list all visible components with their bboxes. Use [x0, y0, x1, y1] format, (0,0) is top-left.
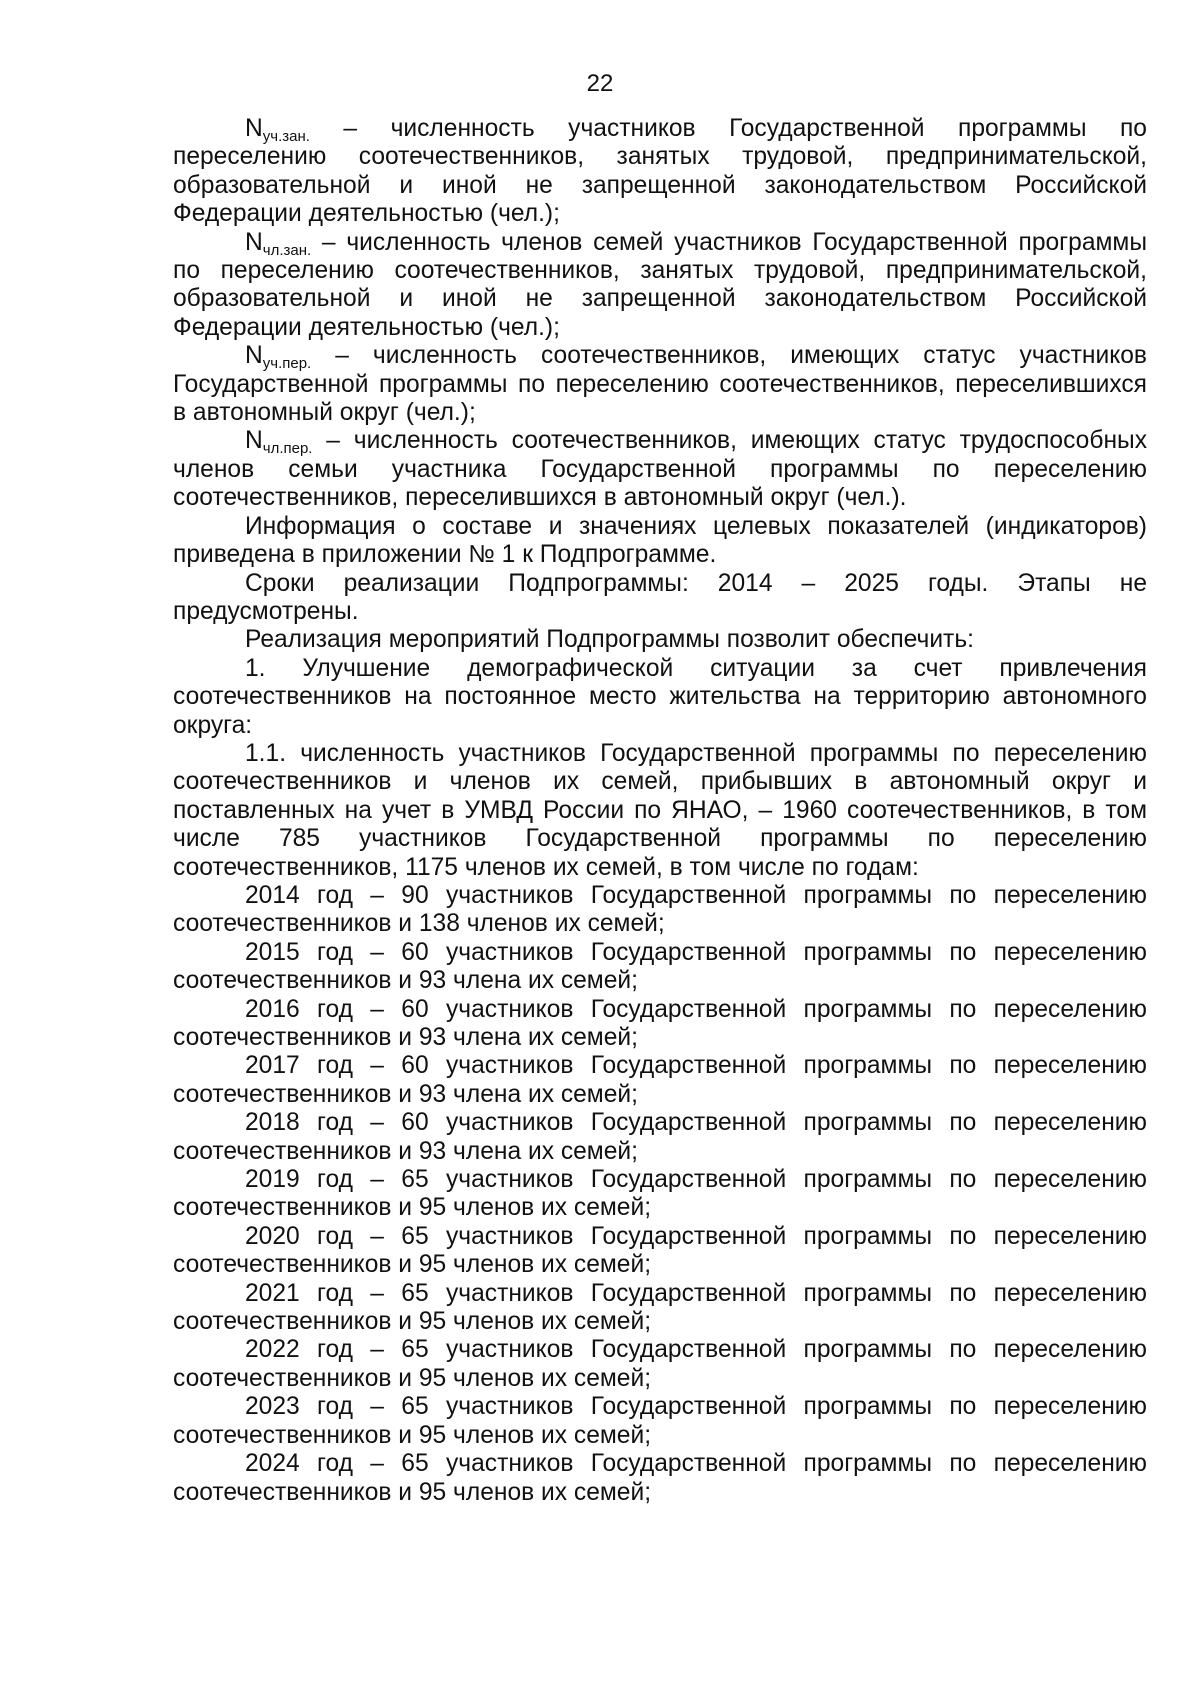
definition-text: – численность соотечественников, имеющих статус трудоспособных членов семьи участника Государственной программы по переселению соотечественников, переселившихся в автономный округ (чел.).	[173, 427, 1147, 512]
year-item-2019: 2019 год – 65 участников Государственной программы по переселению соотечественников и 95 членов их семей;	[173, 1166, 1147, 1222]
definition-text: – численность участников Государственной программы по переселению соотечественников, занятых трудовой, предпринимательской, образовательной и иной не запрещенной законодательством Российской Федерации деятельностью (чел.);	[173, 115, 1147, 228]
outcome-item-1: 1. Улучшение демографической ситуации за счет привлечения соотечественников на постоянное место жительства на территорию автономного округа:	[173, 654, 1147, 739]
symbol-subscript: чл.зан.	[262, 241, 312, 259]
year-item-2015: 2015 год – 60 участников Государственной программы по переселению соотечественников и 93 члена их семей;	[173, 938, 1147, 995]
symbol-subscript: уч.пер.	[262, 355, 312, 373]
definition-paragraph	[173, 115, 1147, 229]
document-body	[173, 115, 1147, 1507]
year-item-2017: 2017 год – 60 участников Государственной программы по переселению соотечественников и 93 члена их семей;	[173, 1052, 1147, 1108]
year-item-2018: 2018 год – 60 участников Государственной программы по переселению соотечественников и 93 члена их семей;	[173, 1109, 1147, 1165]
definition-paragraph	[173, 229, 1147, 343]
definition-text: – численность членов семей участников Государственной программы по переселению соотечественников, занятых трудовой, предпринимательской, образовательной и иной не запрещенной законодательством Российской Федерации деятельностью (чел.);	[173, 228, 1147, 341]
symbol-letter: N	[245, 228, 263, 256]
page-number: 22	[586, 70, 614, 97]
year-item-2023: 2023 год – 65 участников Государственной программы по переселению соотечественников и 95 членов их семей;	[173, 1393, 1147, 1449]
outcome-item-1-1: 1.1. численность участников Государственной программы по переселению соотечественников и членов их семей, прибывших в автономный округ и поставленных на учет в УМВД России по ЯНАО, – 1960 соотечественников, в том числе 785 участников Государственной программы по переселению соотечественников, 1175 членов их семей, в том числе по годам:	[173, 739, 1147, 881]
formula-symbol	[245, 115, 310, 145]
formula-symbol	[245, 342, 312, 373]
year-item-2016: 2016 год – 60 участников Государственной программы по переселению соотечественников и 93 члена их семей;	[173, 995, 1147, 1051]
definition-text: – численность соотечественников, имеющих статус участников Государственной программы по переселению соотечественников, переселившихся в автономный округ (чел.);	[173, 342, 1147, 427]
year-item-2021: 2021 год – 65 участников Государственной программы по переселению соотечественников и 95 членов их семей;	[173, 1279, 1147, 1336]
definition-paragraph	[173, 342, 1147, 427]
symbol-subscript: уч.зан.	[262, 128, 310, 145]
indicators-info-paragraph: Информация о составе и значениях целевых показателей (индикаторов) приведена в приложении № 1 к Подпрограмме.	[173, 512, 1147, 569]
symbol-letter: N	[245, 342, 263, 370]
year-item-2024: 2024 год – 65 участников Государственной программы по переселению соотечественников и 95 членов их семей;	[173, 1450, 1147, 1506]
definition-paragraph	[173, 427, 1147, 512]
formula-symbol	[245, 427, 313, 458]
outcomes-intro-paragraph: Реализация мероприятий Подпрограммы позволит обеспечить:	[245, 626, 974, 654]
symbol-subscript: чл.пер.	[262, 440, 313, 458]
timeline-paragraph: Сроки реализации Подпрограммы: 2014 – 2025 годы. Этапы не предусмотрены.	[173, 569, 1147, 625]
year-item-2022: 2022 год – 65 участников Государственной программы по переселению соотечественников и 95 членов их семей;	[173, 1336, 1147, 1392]
formula-symbol	[245, 228, 312, 259]
year-item-2014: 2014 год – 90 участников Государственной программы по переселению соотечественников и 138 членов их семей;	[173, 881, 1147, 938]
year-item-2020: 2020 год – 65 участников Государственной программы по переселению соотечественников и 95 членов их семей;	[173, 1222, 1147, 1279]
symbol-letter: N	[245, 115, 263, 142]
symbol-letter: N	[245, 427, 263, 455]
